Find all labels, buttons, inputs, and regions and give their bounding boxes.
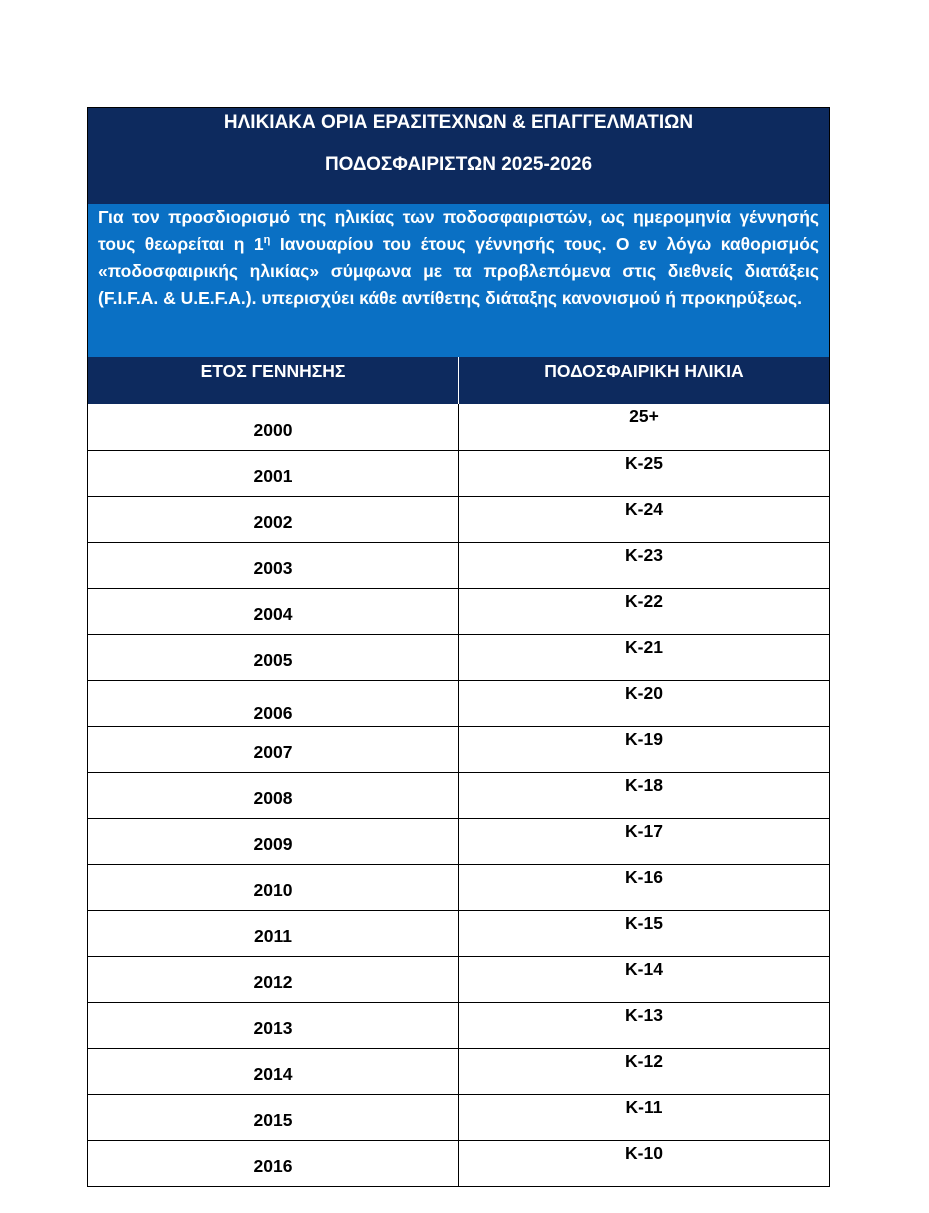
table-row [88, 1048, 829, 1094]
football-age-cell: K-25 [625, 453, 663, 473]
football-age-cell: K-12 [625, 1051, 663, 1071]
football-age-cell: K-10 [625, 1143, 663, 1163]
birth-year-cell: 2016 [88, 1141, 459, 1186]
birth-year-cell: 2000 [88, 404, 459, 450]
football-age-cell: K-21 [625, 637, 663, 657]
table-row [88, 956, 829, 1002]
table-row [88, 634, 829, 680]
football-age-cell: K-17 [625, 821, 663, 841]
table-row [88, 726, 829, 772]
football-age-cell: K-13 [625, 1005, 663, 1025]
football-age-cell: K-14 [625, 959, 663, 979]
table-row [88, 450, 829, 496]
table-row [88, 542, 829, 588]
table-row [88, 772, 829, 818]
birth-year-cell: 2005 [88, 635, 459, 680]
definition-note [88, 204, 829, 357]
note-text-part1: Για τον προσδιορισμό της ηλικίας των ποδοσφαιριστών, ως ημερομηνία γέννησής τους θεωρείται η 1 [98, 207, 819, 254]
football-age-cell: 25+ [629, 406, 659, 426]
table-row [88, 680, 829, 726]
football-age-cell: K-20 [625, 683, 663, 703]
birth-year-cell: 2008 [88, 773, 459, 818]
title-line-2: ΠΟΔΟΣΦΑΙΡΙΣΤΩΝ 2025-2026 [324, 154, 593, 175]
birth-year-cell: 2014 [88, 1049, 459, 1094]
football-age-cell: K-16 [625, 867, 663, 887]
table-title [88, 108, 829, 204]
birth-year-cell: 2001 [88, 451, 459, 496]
table-row [88, 496, 829, 542]
table-body [88, 404, 829, 1186]
note-text-part2: Ιανουαρίου του έτους γέννησής τους. Ο εν λόγω καθορισμός «ποδοσφαιρικής ηλικίας» σύμφωνα με τα προβλεπόμενα στις διεθνείς διατάξεις (F.I.F.A. & U.E.F.A.). υπερισχύει κάθε αντίθετης διάταξης κανονισμού ή προκηρύξεως. [98, 234, 819, 308]
football-age-cell: K-18 [625, 775, 663, 795]
birth-year-cell: 2015 [88, 1095, 459, 1140]
table-row [88, 864, 829, 910]
birth-year-cell: 2006 [88, 681, 459, 726]
table-header-row [88, 357, 829, 404]
table-row [88, 1094, 829, 1140]
football-age-cell: K-23 [625, 545, 663, 565]
title-line-1: ΗΛΙΚΙΑΚΑ ΟΡΙΑ ΕΡΑΣΙΤΕΧΝΩΝ & ΕΠΑΓΓΕΛΜΑΤΙΩΝ [223, 112, 694, 133]
table-row [88, 1002, 829, 1048]
table-row [88, 818, 829, 864]
birth-year-cell: 2007 [88, 727, 459, 772]
birth-year-cell: 2004 [88, 589, 459, 634]
football-age-cell: K-19 [625, 729, 663, 749]
table-row [88, 910, 829, 956]
football-age-cell: K-22 [625, 591, 663, 611]
table-row [88, 404, 829, 450]
football-age-cell: K-15 [625, 913, 663, 933]
birth-year-cell: 2009 [88, 819, 459, 864]
header-birth-year: ΕΤΟΣ ΓΕΝΝΗΣΗΣ [200, 361, 346, 381]
table-row [88, 1140, 829, 1186]
birth-year-cell: 2003 [88, 543, 459, 588]
birth-year-cell: 2012 [88, 957, 459, 1002]
table-row [88, 588, 829, 634]
football-age-cell: K-24 [625, 499, 663, 519]
football-age-cell: K-11 [625, 1097, 663, 1117]
note-superscript: η [263, 234, 271, 247]
birth-year-cell: 2010 [88, 865, 459, 910]
age-limits-table [87, 107, 830, 1187]
birth-year-cell: 2002 [88, 497, 459, 542]
birth-year-cell: 2013 [88, 1003, 459, 1048]
birth-year-cell: 2011 [88, 911, 459, 956]
header-football-age: ΠΟΔΟΣΦΑΙΡΙΚΗ ΗΛΙΚΙΑ [458, 357, 829, 404]
